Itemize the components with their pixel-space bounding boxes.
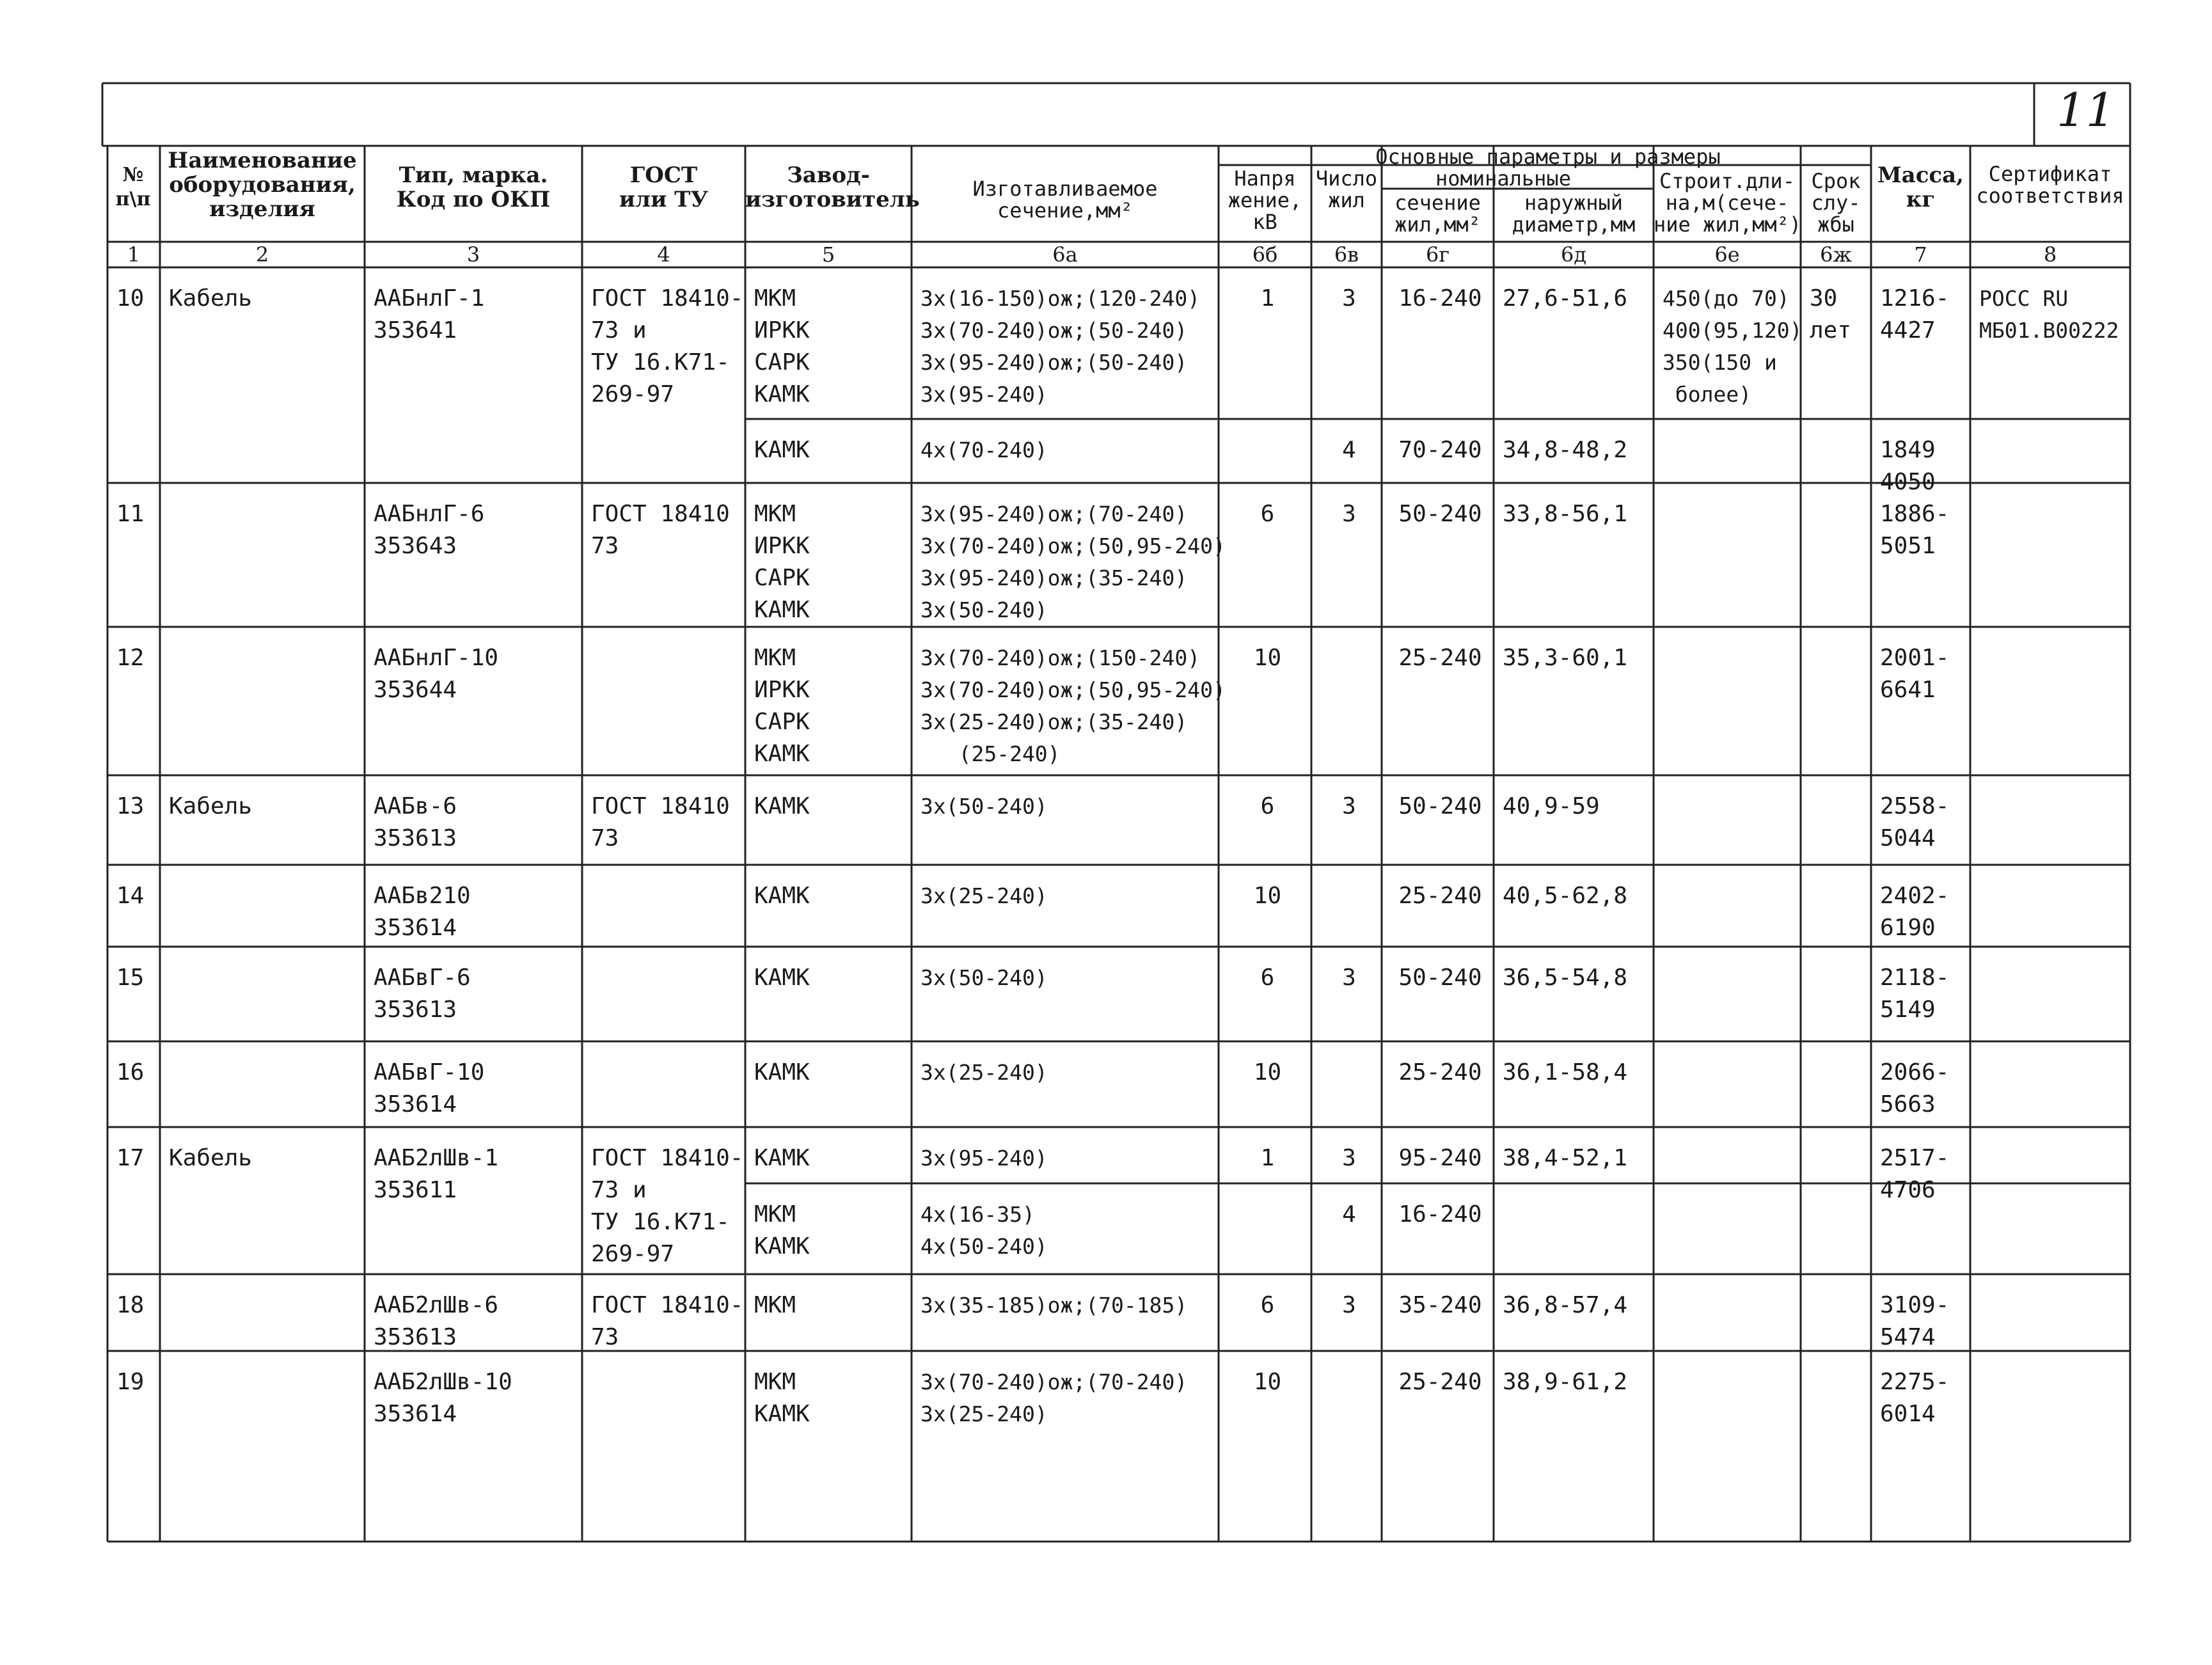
cell-section-made: 3х(35-185)ож;(70-185) xyxy=(920,1293,1188,1318)
cell-row-number: 18 xyxy=(116,1292,145,1318)
cell-outer-diameter: 36,8-57,4 xyxy=(1503,1292,1628,1318)
cell-core-section: 25-240 xyxy=(1398,1369,1482,1395)
cell-cores: 3 xyxy=(1342,285,1356,312)
cell-row-number: 12 xyxy=(116,645,145,671)
cell-equipment-name: Кабель xyxy=(169,285,253,312)
cell-plant: КАМК xyxy=(754,1059,810,1085)
cell-mass: 2001- 6641 xyxy=(1880,645,1950,703)
cell-cores: 3 xyxy=(1342,793,1356,819)
cell-voltage: 6 xyxy=(1260,965,1275,991)
page-number: 11 xyxy=(2057,83,2115,137)
cell-mass: 2275- 6014 xyxy=(1880,1369,1950,1427)
cell-build-length: 450(до 70) 400(95,120) 350(150 и более) xyxy=(1663,286,1803,407)
cell-section-made: 3х(25-240) xyxy=(920,883,1048,908)
cell-voltage: 10 xyxy=(1253,1059,1282,1085)
cell-row-number: 15 xyxy=(116,965,145,991)
cell-cores: 4 xyxy=(1342,437,1356,463)
cell-type-code: ААБ2лШв-1 353611 xyxy=(374,1145,499,1203)
cell-plant: МКМ КАМК xyxy=(754,1369,810,1427)
cell-cores: 3 xyxy=(1342,1145,1356,1171)
cell-equipment-name: Кабель xyxy=(169,1145,253,1171)
cell-type-code: ААБнлГ-10 353644 xyxy=(374,645,499,703)
cell-mass: 2402- 6190 xyxy=(1880,883,1950,941)
header-voltage: Напря жение, кВ xyxy=(1228,166,1302,234)
cell-section-made: 3х(70-240)ож;(150-240) 3х(70-240)ож;(50,95-240) 3х(25-240)ож;(35-240) (25-240) xyxy=(920,645,1226,766)
cell-section-made: 4х(70-240) xyxy=(920,438,1048,462)
cell-outer-diameter: 36,5-54,8 xyxy=(1503,965,1628,991)
column-number: 6а xyxy=(1052,242,1078,267)
cell-equipment-name: Кабель xyxy=(169,793,253,819)
cell-cores: 4 xyxy=(1342,1201,1356,1227)
cell-mass: 2066- 5663 xyxy=(1880,1059,1950,1117)
cell-type-code: ААБнлГ-1 353641 xyxy=(374,285,485,343)
cell-core-section: 50-240 xyxy=(1398,965,1482,991)
sub-header-nominal: номинальные xyxy=(1435,166,1571,191)
cell-row-number: 11 xyxy=(116,501,145,527)
cell-service-life: 30 лет xyxy=(1810,285,1852,343)
cell-gost: ГОСТ 18410 73 xyxy=(591,501,730,559)
column-number: 6г xyxy=(1425,242,1450,267)
column-number: 6в xyxy=(1334,242,1359,267)
cell-row-number: 10 xyxy=(116,285,145,312)
cell-plant: МКМ ИРКК САРК КАМК xyxy=(754,285,810,407)
cell-mass: 1216- 4427 xyxy=(1880,285,1950,343)
column-number: 8 xyxy=(2043,242,2057,267)
cell-section-made: 4х(16-35) 4х(50-240) xyxy=(920,1202,1048,1259)
header-plant: Завод- изготовитель xyxy=(745,162,920,212)
header-build-length: Строит.дли- на,м(сече- ние жил,мм²) xyxy=(1654,169,1802,237)
header-number: № п\п xyxy=(115,164,151,210)
cell-outer-diameter: 40,9-59 xyxy=(1503,793,1600,819)
cell-core-section: 95-240 xyxy=(1398,1145,1482,1171)
cell-outer-diameter: 36,1-58,4 xyxy=(1503,1059,1628,1085)
cell-voltage: 1 xyxy=(1260,285,1275,312)
cell-outer-diameter: 38,4-52,1 xyxy=(1503,1145,1628,1171)
cell-mass: 2118- 5149 xyxy=(1880,965,1950,1023)
cell-voltage: 1 xyxy=(1260,1145,1275,1171)
cell-section-made: 3х(95-240)ож;(70-240) 3х(70-240)ож;(50,95-240) 3х(95-240)ож;(35-240) 3х(50-240) xyxy=(920,501,1226,622)
header-service-life: Срок слу- жбы xyxy=(1811,169,1861,237)
cell-type-code: ААБв210 353614 xyxy=(374,883,471,941)
cell-section-made: 3х(25-240) xyxy=(920,1060,1048,1085)
cell-mass: 1886- 5051 xyxy=(1880,501,1950,559)
cell-section-made: 3х(70-240)ож;(70-240) 3х(25-240) xyxy=(920,1369,1188,1426)
cell-outer-diameter: 27,6-51,6 xyxy=(1503,285,1628,312)
cell-outer-diameter: 35,3-60,1 xyxy=(1503,645,1628,671)
cell-plant: КАМК xyxy=(754,965,810,991)
cell-section-made: 3х(50-240) xyxy=(920,794,1048,819)
cell-outer-diameter: 40,5-62,8 xyxy=(1503,883,1628,909)
cell-row-number: 17 xyxy=(116,1145,145,1171)
header-equipment-name: Наименование оборудования, изделия xyxy=(168,148,357,222)
cell-core-section: 25-240 xyxy=(1398,883,1482,909)
header-section-made: Изготавливаемое сечение,мм² xyxy=(972,177,1158,223)
cell-core-section: 16-240 xyxy=(1398,1201,1482,1227)
cell-voltage: 6 xyxy=(1260,501,1275,527)
cell-cores: 3 xyxy=(1342,501,1356,527)
cell-type-code: ААБвГ-10 353614 xyxy=(374,1059,485,1117)
cell-row-number: 13 xyxy=(116,793,145,819)
cell-gost: ГОСТ 18410- 73 xyxy=(591,1292,744,1350)
group-header: Основные параметры и размеры xyxy=(1375,145,1721,169)
cell-core-section: 50-240 xyxy=(1398,793,1482,819)
cell-mass: 2517- 4706 xyxy=(1880,1145,1950,1203)
cell-gost: ГОСТ 18410- 73 и ТУ 16.К71- 269-97 xyxy=(591,285,744,407)
cell-certificate: РОСС RU МБ01.В00222 xyxy=(1979,286,2119,343)
cell-section-made: 3х(16-150)ож;(120-240) 3х(70-240)ож;(50-240) 3х(95-240)ож;(50-240) 3х(95-240) xyxy=(920,286,1201,407)
cell-core-section: 70-240 xyxy=(1398,437,1482,463)
cell-core-section: 50-240 xyxy=(1398,501,1482,527)
cell-plant: КАМК xyxy=(754,1145,810,1171)
cell-type-code: ААБвГ-6 353613 xyxy=(374,965,471,1023)
cell-plant: МКМ ИРКК САРК КАМК xyxy=(754,645,810,767)
cell-voltage: 10 xyxy=(1253,1369,1282,1395)
cell-core-section: 25-240 xyxy=(1398,645,1482,671)
cell-section-made: 3х(95-240) xyxy=(920,1146,1048,1171)
cell-core-section: 25-240 xyxy=(1398,1059,1482,1085)
cell-plant: КАМК xyxy=(754,437,810,463)
cell-row-number: 16 xyxy=(116,1059,145,1085)
header-certificate: Сертификат соответствия xyxy=(1976,162,2124,208)
cell-core-section: 35-240 xyxy=(1398,1292,1482,1318)
column-number: 4 xyxy=(657,242,670,267)
cell-mass: 1849 4050 xyxy=(1880,437,1936,495)
cell-gost: ГОСТ 18410 73 xyxy=(591,793,730,851)
cell-voltage: 10 xyxy=(1253,883,1282,909)
cell-cores: 3 xyxy=(1342,1292,1356,1318)
column-number: 3 xyxy=(466,242,480,267)
cell-outer-diameter: 34,8-48,2 xyxy=(1503,437,1628,463)
cell-plant: МКМ xyxy=(754,1292,796,1318)
cell-plant: МКМ ИРКК САРК КАМК xyxy=(754,501,810,623)
header-outer-diameter: наружный диаметр,мм xyxy=(1512,191,1636,237)
cell-outer-diameter: 33,8-56,1 xyxy=(1503,501,1628,527)
column-number: 1 xyxy=(127,242,141,267)
header-cores: Число жил xyxy=(1315,166,1378,212)
cell-type-code: ААБ2лШв-10 353614 xyxy=(374,1369,512,1427)
cell-type-code: ААБв-6 353613 xyxy=(374,793,457,851)
column-number: 7 xyxy=(1914,242,1927,267)
cell-mass: 3109- 5474 xyxy=(1880,1292,1950,1350)
cell-voltage: 10 xyxy=(1253,645,1282,671)
cell-core-section: 16-240 xyxy=(1398,285,1482,312)
column-number: 6д xyxy=(1560,242,1587,267)
cell-type-code: ААБ2лШв-6 353613 xyxy=(374,1292,499,1350)
column-number: 5 xyxy=(821,242,835,267)
cell-voltage: 6 xyxy=(1260,1292,1275,1318)
cell-gost: ГОСТ 18410- 73 и ТУ 16.К71- 269-97 xyxy=(591,1145,744,1267)
header-core-section: сечение жил,мм² xyxy=(1394,191,1481,237)
cell-plant: КАМК xyxy=(754,793,810,819)
header-gost: ГОСТ или ТУ xyxy=(619,162,709,212)
cell-row-number: 19 xyxy=(116,1369,145,1395)
header-type-code: Тип, марка. Код по ОКП xyxy=(396,162,551,212)
cell-voltage: 6 xyxy=(1260,793,1275,819)
cell-row-number: 14 xyxy=(116,883,145,909)
cell-cores: 3 xyxy=(1342,965,1356,991)
column-number: 6б xyxy=(1252,242,1278,267)
cell-outer-diameter: 38,9-61,2 xyxy=(1503,1369,1628,1395)
column-number: 6ж xyxy=(1820,242,1852,267)
cell-section-made: 3х(50-240) xyxy=(920,965,1048,990)
column-number: 6е xyxy=(1714,242,1740,267)
column-number: 2 xyxy=(255,242,269,267)
cell-type-code: ААБнлГ-6 353643 xyxy=(374,501,485,559)
cell-mass: 2558- 5044 xyxy=(1880,793,1950,851)
header-mass: Масса, кг xyxy=(1877,162,1964,212)
cell-plant: КАМК xyxy=(754,883,810,909)
cell-plant: МКМ КАМК xyxy=(754,1201,810,1259)
